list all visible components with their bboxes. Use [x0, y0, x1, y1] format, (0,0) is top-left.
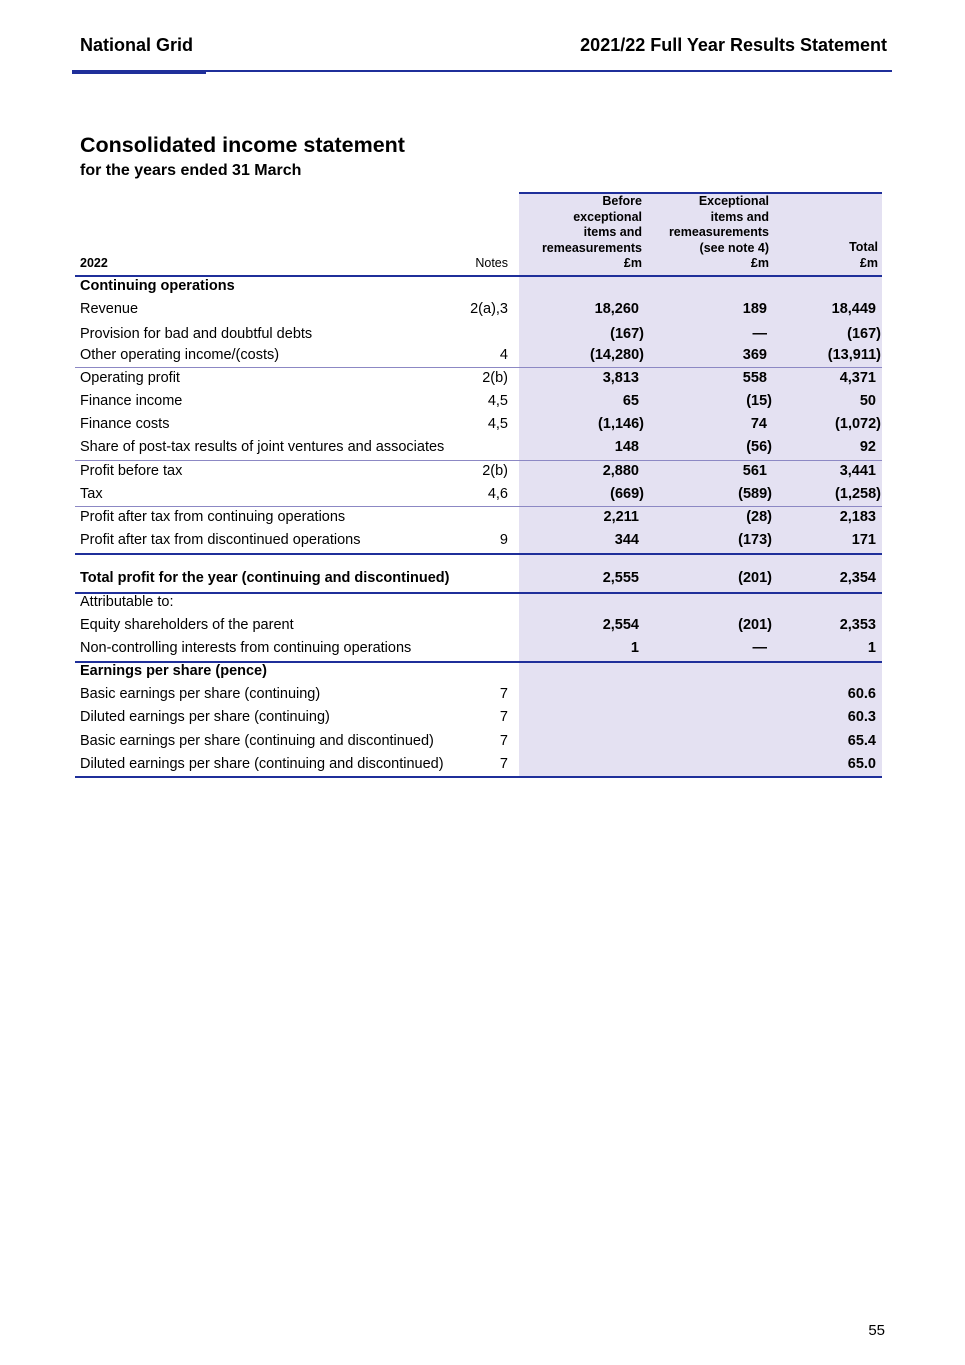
total-value: (1,258)	[835, 486, 881, 502]
row-label: Total profit for the year (continuing and discontinued)	[80, 570, 450, 586]
row-notes: 7	[499, 709, 508, 725]
table-row	[0, 591, 965, 614]
exceptional-items-value: (15)	[746, 393, 772, 409]
row-label: Attributable to:	[80, 594, 174, 610]
before-exceptional-value: 1	[630, 640, 639, 656]
total-value: 65.0	[847, 756, 876, 772]
header-line: exceptional	[573, 209, 642, 224]
exceptional-items-value: (28)	[746, 509, 772, 525]
before-exceptional-value: 148	[614, 439, 639, 455]
statement-title: Consolidated income statement	[80, 133, 405, 157]
row-label: Revenue	[80, 301, 139, 317]
total-header	[849, 240, 878, 271]
row-notes: 9	[499, 532, 508, 548]
row-notes: 2(b)	[482, 370, 508, 386]
before-exceptional-value: 2,211	[603, 509, 639, 525]
total-value: 2,183	[839, 509, 876, 525]
row-label: Profit after tax from continuing operations	[80, 509, 346, 525]
year-header: 2022	[80, 256, 108, 270]
header-line: Before	[602, 194, 642, 208]
row-notes: 7	[499, 686, 508, 702]
row-label: Tax	[80, 486, 103, 502]
row-label: Basic earnings per share (continuing and discontinued)	[80, 733, 434, 749]
table-row	[0, 706, 965, 729]
statement-subtitle: for the years ended 31 March	[80, 162, 302, 179]
header-line: remeasurements	[541, 240, 642, 255]
exceptional-items-value: 74	[750, 416, 767, 432]
total-value: 1	[867, 640, 876, 656]
total-value: 4,371	[839, 370, 876, 386]
table-row	[0, 683, 965, 706]
total-value: 18,449	[831, 301, 876, 317]
before-exceptional-value: 3,813	[602, 370, 639, 386]
row-label: Operating profit	[80, 370, 180, 386]
row-label: Diluted earnings per share (continuing and discontinued)	[80, 756, 444, 772]
before-exceptional-value: (167)	[610, 326, 644, 342]
before-header	[542, 194, 642, 272]
table-row	[0, 660, 965, 683]
table-row	[0, 413, 965, 436]
row-label: Non-controlling interests from continuing operations	[80, 640, 412, 656]
before-exceptional-value: 344	[614, 532, 639, 548]
total-value: (1,072)	[835, 416, 881, 432]
before-exceptional-value: (1,146)	[598, 416, 644, 432]
row-divider	[75, 776, 882, 778]
exceptional-header	[669, 194, 769, 272]
before-exceptional-value: (669)	[610, 486, 644, 502]
total-value: 60.3	[847, 709, 876, 725]
row-notes: 4	[499, 347, 508, 363]
total-value: 60.6	[847, 686, 876, 702]
before-exceptional-value: 65	[622, 393, 639, 409]
row-label: Share of post-tax results of joint ventures and associates	[80, 439, 445, 455]
total-value: 2,353	[839, 617, 876, 633]
header-line: Total	[849, 240, 878, 254]
row-label: Profit after tax from discontinued operations	[80, 532, 361, 548]
notes-header: Notes	[475, 256, 508, 270]
table-row	[0, 614, 965, 637]
page-number: 55	[868, 1322, 885, 1339]
total-value: 65.4	[847, 733, 876, 749]
row-divider	[75, 460, 882, 461]
exceptional-items-value: —	[752, 326, 767, 342]
row-divider	[75, 592, 882, 594]
company-name: National Grid	[80, 35, 194, 55]
exceptional-items-value: 558	[742, 370, 767, 386]
table-row	[0, 298, 965, 321]
table-row	[0, 323, 965, 346]
table-row	[0, 390, 965, 413]
document-title: 2021/22 Full Year Results Statement	[580, 35, 887, 55]
exceptional-items-value: (589)	[738, 486, 772, 502]
row-notes: 2(b)	[482, 463, 508, 479]
exceptional-items-value: (201)	[738, 570, 772, 586]
row-notes: 2(a),3	[470, 301, 508, 317]
row-label: Finance income	[80, 393, 183, 409]
row-notes: 7	[499, 733, 508, 749]
row-notes: 4,5	[487, 393, 508, 409]
header-line: (see note 4)	[699, 240, 769, 255]
exceptional-items-value: (201)	[738, 617, 772, 633]
row-label: Continuing operations	[80, 278, 235, 294]
table-row	[0, 637, 965, 660]
header-line: items and	[710, 209, 769, 224]
row-label: Provision for bad and doubtful debts	[80, 326, 313, 342]
total-value: 92	[859, 439, 876, 455]
table-row	[0, 567, 965, 590]
exceptional-items-value: 189	[742, 301, 767, 317]
row-divider	[75, 506, 882, 507]
total-value: 171	[851, 532, 876, 548]
before-exceptional-value: 18,260	[594, 301, 639, 317]
table-row	[0, 506, 965, 529]
header-rule-accent	[72, 70, 206, 74]
row-divider	[75, 553, 882, 555]
row-label: Profit before tax	[80, 463, 183, 479]
before-exceptional-value: (14,280)	[589, 347, 644, 363]
header-line: Exceptional	[698, 194, 769, 208]
row-label: Earnings per share (pence)	[80, 663, 267, 679]
table-row	[0, 753, 965, 776]
header-line: £m	[859, 255, 878, 270]
total-value: (13,911)	[827, 347, 881, 363]
table-row	[0, 460, 965, 483]
row-label: Finance costs	[80, 416, 170, 432]
row-notes: 4,6	[487, 486, 508, 502]
table-row	[0, 344, 965, 367]
row-label: Other operating income/(costs)	[80, 347, 280, 363]
header-line: £m	[623, 256, 642, 270]
total-value: 50	[859, 393, 876, 409]
before-exceptional-value: 2,555	[602, 570, 639, 586]
exceptional-items-value: (173)	[738, 532, 772, 548]
exceptional-items-value: (56)	[746, 439, 772, 455]
header-line: items and	[583, 225, 642, 239]
exceptional-items-value: 369	[742, 347, 767, 363]
table-row	[0, 275, 965, 298]
before-exceptional-value: 2,880	[602, 463, 639, 479]
exceptional-items-value: 561	[742, 463, 767, 479]
row-label: Basic earnings per share (continuing)	[80, 686, 321, 702]
row-divider	[75, 367, 882, 368]
row-notes: 7	[499, 756, 508, 772]
row-notes: 4,5	[487, 416, 508, 432]
header-line: remeasurements	[668, 225, 769, 239]
table-row	[0, 367, 965, 390]
table-row	[0, 730, 965, 753]
row-label: Equity shareholders of the parent	[80, 617, 294, 633]
header-line: £m	[750, 256, 769, 270]
before-exceptional-value: 2,554	[602, 617, 639, 633]
table-row	[0, 529, 965, 552]
table-row	[0, 436, 965, 459]
total-value: 2,354	[839, 570, 876, 586]
table-row	[0, 483, 965, 506]
exceptional-items-value: —	[752, 640, 767, 656]
total-value: 3,441	[839, 463, 876, 479]
row-label: Diluted earnings per share (continuing)	[80, 709, 330, 725]
row-divider	[75, 275, 882, 277]
total-value: (167)	[847, 326, 881, 342]
row-divider	[75, 661, 882, 663]
